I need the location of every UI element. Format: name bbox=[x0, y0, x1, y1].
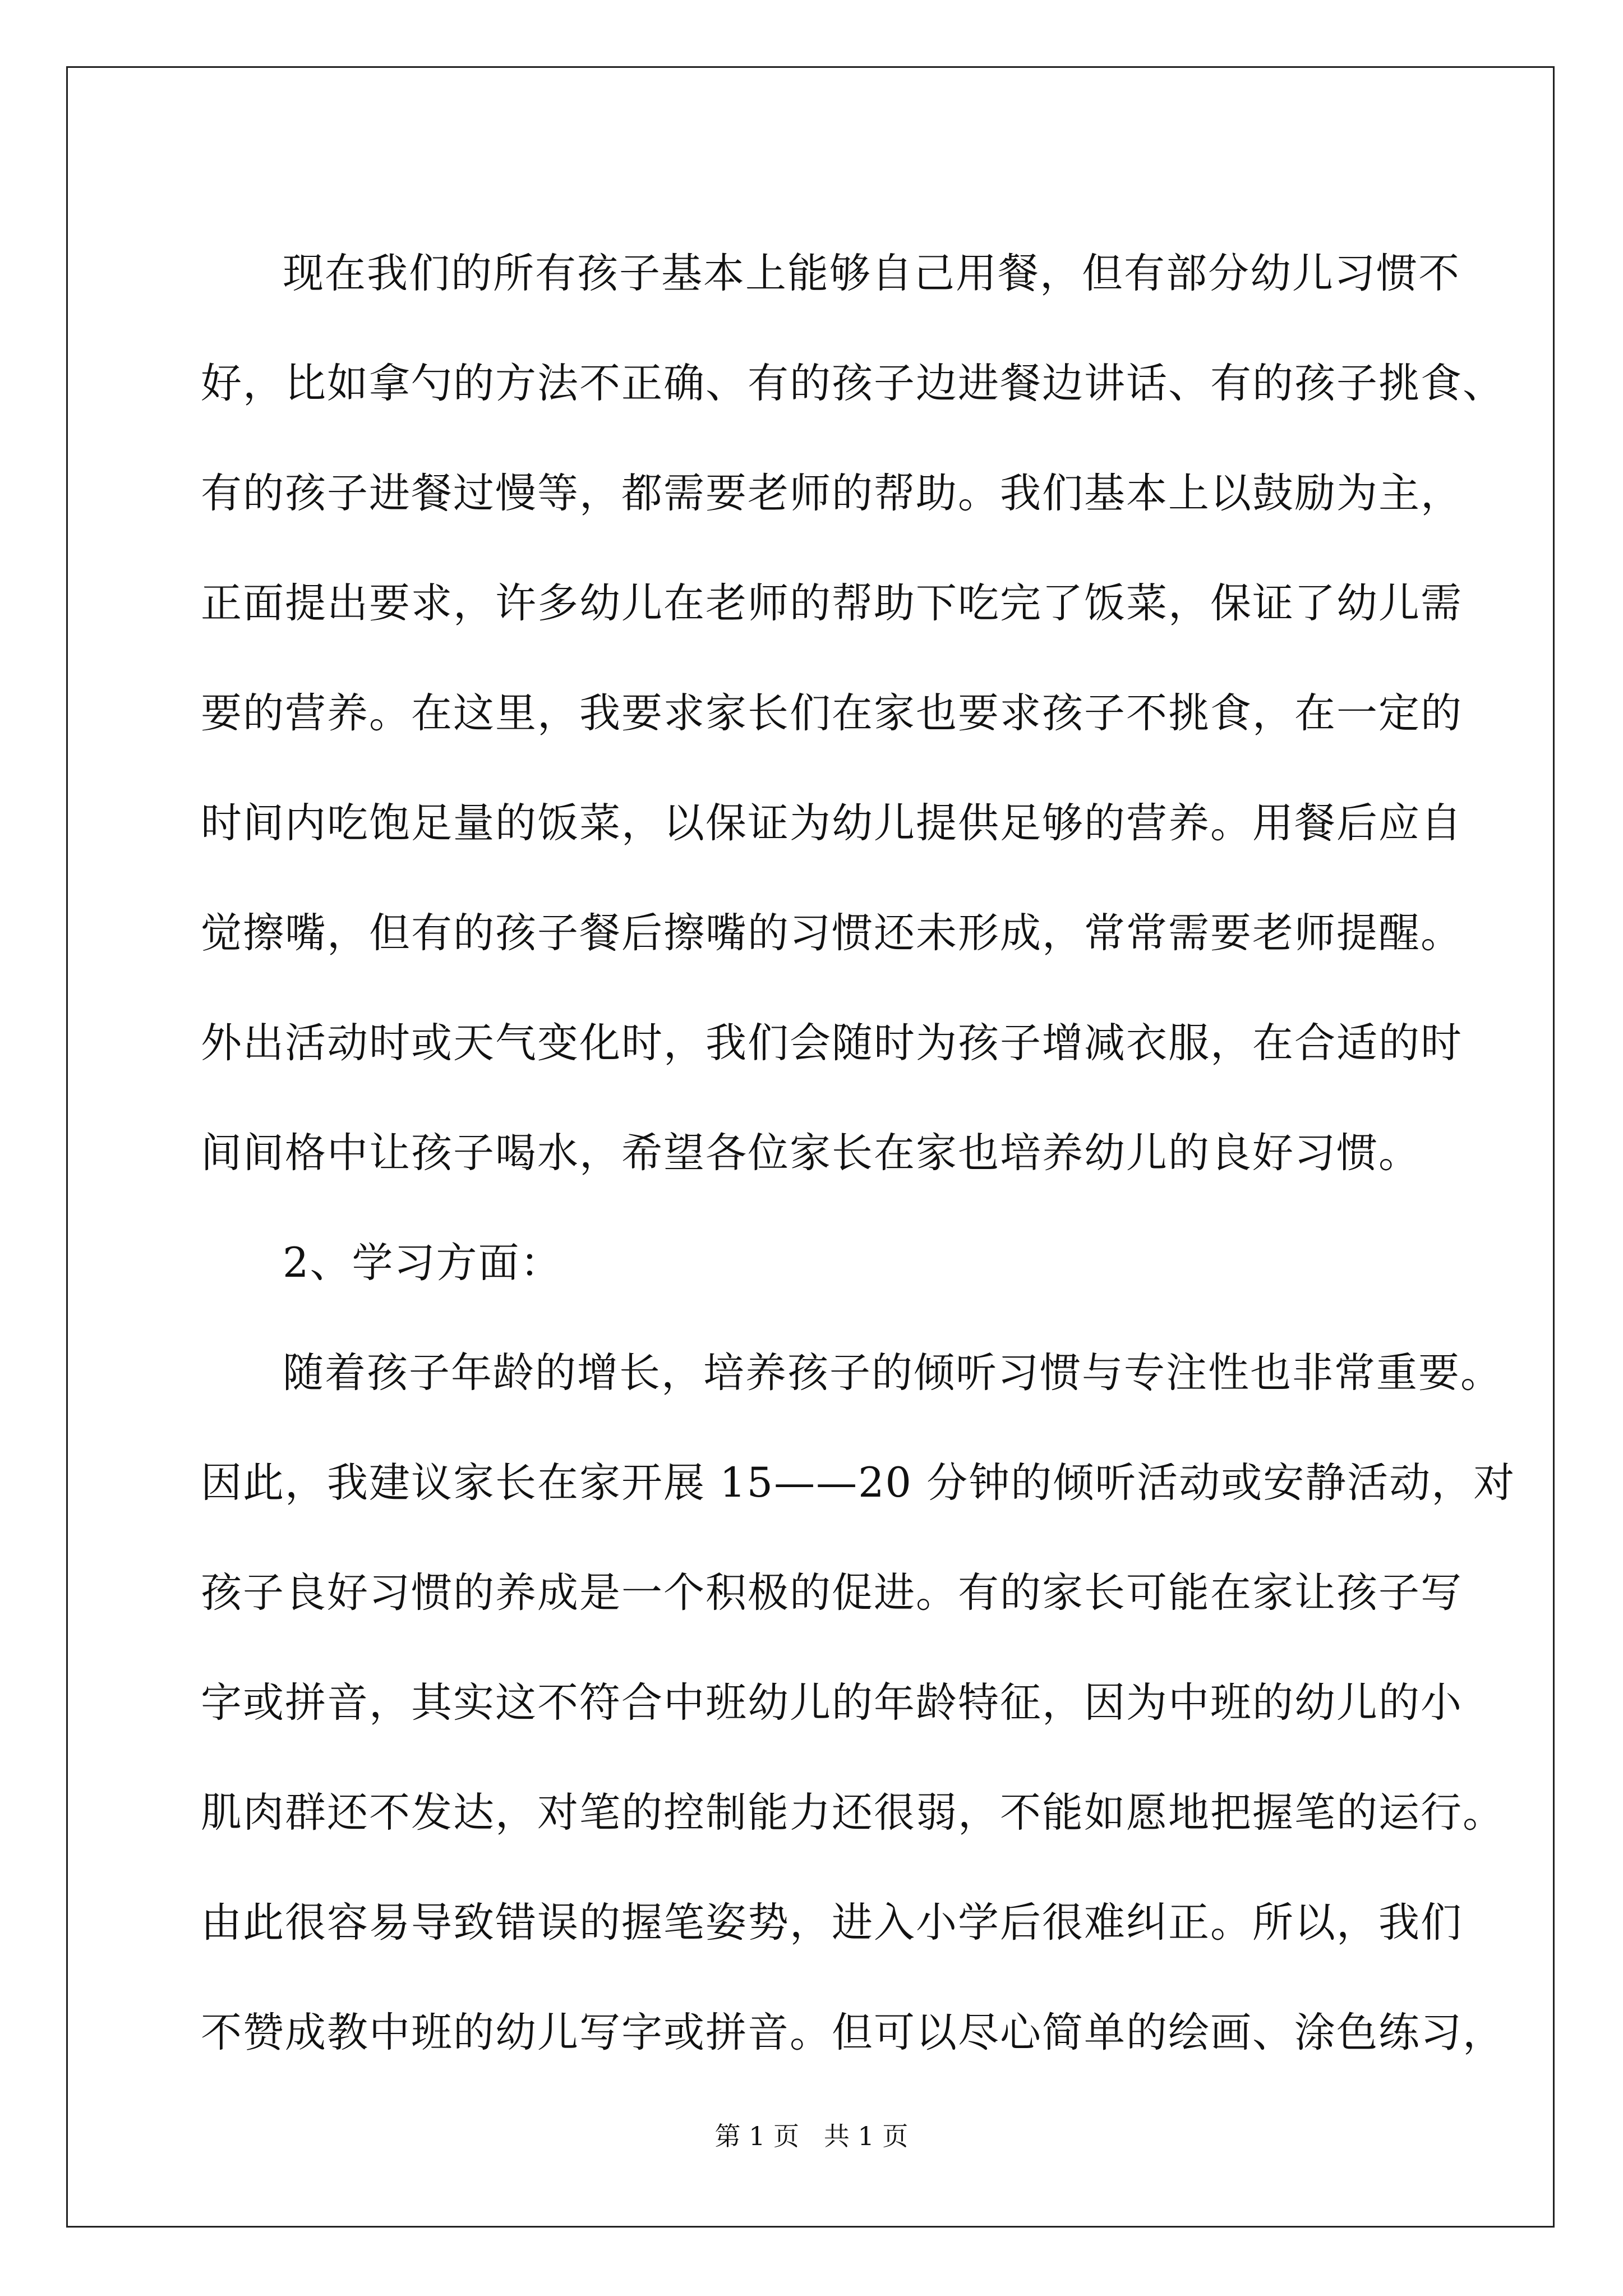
text-line: 外出活动时或天气变化时，我们会随时为孩子增减衣服，在合适的时 bbox=[201, 1019, 1463, 1067]
text-line: 随着孩子年龄的增长，培养孩子的倾听习惯与专注性也非常重要。 bbox=[283, 1349, 1502, 1397]
text-line: 孩子良好习惯的养成是一个积极的促进。有的家长可能在家让孩子写 bbox=[201, 1569, 1463, 1617]
text-line: 由此很容易导致错误的握笔姿势，进入小学后很难纠正。所以，我们 bbox=[201, 1899, 1463, 1947]
text-line: 好，比如拿勺的方法不正确、有的孩子边进餐边讲话、有的孩子挑食、 bbox=[201, 360, 1505, 407]
page-number-label: 第 1 页 共 1 页 bbox=[714, 2121, 909, 2151]
text-line: 时间内吃饱足量的饭菜，以保证为幼儿提供足够的营养。用餐后应自 bbox=[201, 799, 1463, 847]
document-body bbox=[201, 219, 1516, 2088]
text-line: 觉擦嘴，但有的孩子餐后擦嘴的习惯还未形成，常常需要老师提醒。 bbox=[201, 909, 1463, 957]
paragraph-study bbox=[201, 1318, 1516, 2088]
text-line: 字或拼音，其实这不符合中班幼儿的年龄特征，因为中班的幼儿的小 bbox=[201, 1679, 1463, 1727]
text-line: 正面提出要求，许多幼儿在老师的帮助下吃完了饭菜，保证了幼儿需 bbox=[201, 579, 1463, 627]
text-line: 肌肉群还不发达，对笔的控制能力还很弱，不能如愿地把握笔的运行。 bbox=[201, 1789, 1505, 1837]
page-footer bbox=[0, 2119, 1623, 2153]
text-line: 不赞成教中班的幼儿写字或拼音。但可以尽心简单的绘画、涂色练习， bbox=[201, 2009, 1505, 2056]
text-line: 间间格中让孩子喝水，希望各位家长在家也培养幼儿的良好习惯。 bbox=[201, 1129, 1421, 1177]
text-line: 有的孩子进餐过慢等，都需要老师的帮助。我们基本上以鼓励为主， bbox=[201, 470, 1463, 517]
text-line: 现在我们的所有孩子基本上能够自己用餐，但有部分幼儿习惯不 bbox=[283, 250, 1460, 297]
text-line: 要的营养。在这里，我要求家长们在家也要求孩子不挑食，在一定的 bbox=[201, 689, 1463, 737]
section-heading-study bbox=[201, 1208, 1435, 1318]
text-line: 因此，我建议家长在家开展 15——20 分钟的倾听活动或安静活动，对 bbox=[201, 1459, 1516, 1507]
paragraph-meals bbox=[201, 219, 1505, 1208]
text-line: 2、学习方面： bbox=[283, 1239, 562, 1287]
